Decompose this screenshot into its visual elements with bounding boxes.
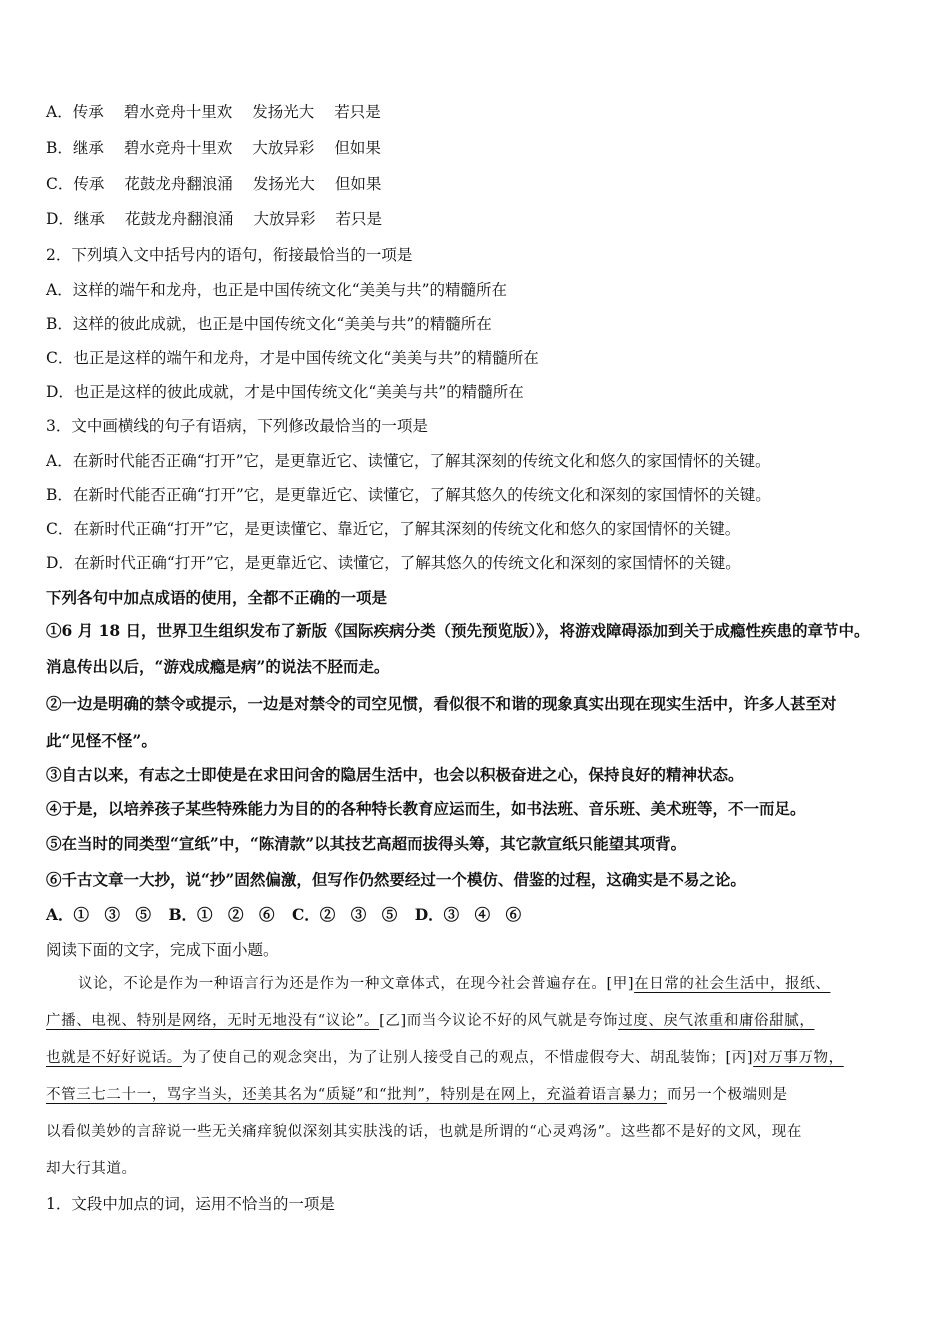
idiom-choices (46, 905, 533, 925)
passage-line-6: 却大行其道。 (46, 1161, 137, 1177)
reading-intro: 阅读下面的文字，完成下面小题。 (46, 941, 279, 959)
q2-option-d: D．也正是这样的彼此成就，才是中国传统文化“美美与共”的精髓所在 (46, 383, 524, 401)
q1-option-b: B．继承 碧水竞舟十里欢 大放异彩 但如果 (46, 139, 381, 157)
q3-option-d: D．在新时代正确“打开”它，是更靠近它、读懂它，了解其悠久的传统文化和深刻的家国情怀的关键。 (46, 554, 741, 572)
q2-stem: 2．下列填入文中括号内的语句，衔接最恰当的一项是 (46, 246, 413, 264)
q1-option-a: A．传承 碧水竞舟十里欢 发扬光大 若只是 (46, 103, 381, 121)
idiom-sentence-6: ⑥千古文章一大抄，说“抄”固然偏激，但写作仍然要经过一个模仿、借鉴的过程，这确实是不易之论。 (46, 870, 746, 889)
idiom-sentence-1a: ①6 月 18 日，世界卫生组织发布了新版《国际疾病分类（预先预览版）》，将游戏障碍添加到关于成瘾性疾患的章节中。 (46, 621, 870, 640)
q3-stem: 3．文中画横线的句子有语病，下列修改最恰当的一项是 (46, 417, 428, 435)
passage-line-5: 以看似美妙的言辞说一些无关痛痒貌似深刻其实肤浅的话，也就是所谓的“心灵鸡汤”。这些都不是好的文风，现在 (46, 1124, 802, 1140)
underlined-sentence-yi-cont: 也就是不好好说话。 (46, 1050, 182, 1066)
underlined-sentence-bing: 对万事万物， (753, 1050, 844, 1066)
idiom-sentence-2a: ②一边是明确的禁令或提示，一边是对禁令的司空见惯，看似很不和谐的现象真实出现在现实生活中，许多人甚至对 (46, 694, 837, 713)
idiom-sentence-2b: 此“见怪不怪”。 (46, 731, 157, 750)
reading-q1-stem: 1．文段中加点的词，运用不恰当的一项是 (46, 1195, 335, 1213)
q2-option-b: B．这样的彼此成就，也正是中国传统文化“美美与共”的精髓所在 (46, 315, 492, 333)
passage-line-2: 广播、电视、特别是网络，无时无地没有“议论”。[乙]而当今议论不好的风气就是夸饰过度、戾气浓重和庸俗甜腻， (46, 1013, 815, 1029)
underlined-sentence-yi: 过度、戾气浓重和庸俗甜腻， (618, 1013, 815, 1029)
passage-line-4: 不管三七二十一，骂字当头，还美其名为“质疑”和“批判”，特别是在网上，充溢着语言暴力；而另一个极端则是 (46, 1087, 788, 1103)
idiom-stem: 下列各句中加点成语的使用，全都不正确的一项是 (46, 588, 388, 607)
idiom-sentence-1b: 消息传出以后，“游戏成瘾是病”的说法不胫而走。 (46, 657, 390, 676)
q3-option-b: B．在新时代能否正确“打开”它，是更靠近它、读懂它，了解其悠久的传统文化和深刻的家国情怀的关键。 (46, 486, 771, 504)
idiom-choice-c: C．② ③ ⑤ (291, 905, 398, 924)
q2-option-c: C．也正是这样的端午和龙舟，才是中国传统文化“美美与共”的精髓所在 (46, 349, 539, 367)
q1-option-c: C．传承 花鼓龙舟翻浪涌 发扬光大 但如果 (46, 175, 382, 193)
q1-option-d: D．继承 花鼓龙舟翻浪涌 大放异彩 若只是 (46, 210, 382, 228)
underlined-sentence-jia: 在日常的社会生活中，报纸、 (634, 976, 831, 992)
idiom-choice-b: B．① ② ⑥ (168, 905, 275, 924)
passage-line-3: 也就是不好好说话。为了使自己的观念突出，为了让别人接受自己的观点，不惜虚假夸大、胡乱装饰；[丙]对万事万物， (46, 1050, 844, 1066)
q2-option-a: A．这样的端午和龙舟，也正是中国传统文化“美美与共”的精髓所在 (46, 281, 508, 299)
passage-line-1: 议论，不论是作为一种语言行为还是作为一种文章体式，在现今社会普遍存在。[甲]在日常的社会生活中，报纸、 (78, 976, 831, 992)
idiom-choice-a: A．① ③ ⑤ (46, 905, 152, 924)
idiom-sentence-5: ⑤在当时的同类型“宣纸”中，“陈清款”以其技艺高超而拔得头筹，其它款宣纸只能望其项背。 (46, 834, 687, 853)
idiom-sentence-4: ④于是，以培养孩子某些特殊能力为目的的各种特长教育应运而生，如书法班、音乐班、美术班等，不一而足。 (46, 799, 806, 818)
underlined-sentence-bing-cont: 不管三七二十一，骂字当头，还美其名为“质疑”和“批判”，特别是在网上，充溢着语言暴力； (46, 1087, 667, 1103)
q3-option-a: A．在新时代能否正确“打开”它，是更靠近它、读懂它，了解其深刻的传统文化和悠久的家国情怀的关键。 (46, 452, 771, 470)
idiom-sentence-3: ③自古以来，有志之士即使是在求田问舍的隐居生活中，也会以积极奋进之心，保持良好的精神状态。 (46, 765, 744, 784)
q3-option-c: C．在新时代正确“打开”它，是更读懂它、靠近它，了解其深刻的传统文化和悠久的家国情怀的关键。 (46, 520, 741, 538)
idiom-choice-d: D．③ ④ ⑥ (414, 905, 522, 924)
underlined-sentence-jia-cont: 广播、电视、特别是网络，无时无地没有“议论”。 (46, 1013, 380, 1029)
